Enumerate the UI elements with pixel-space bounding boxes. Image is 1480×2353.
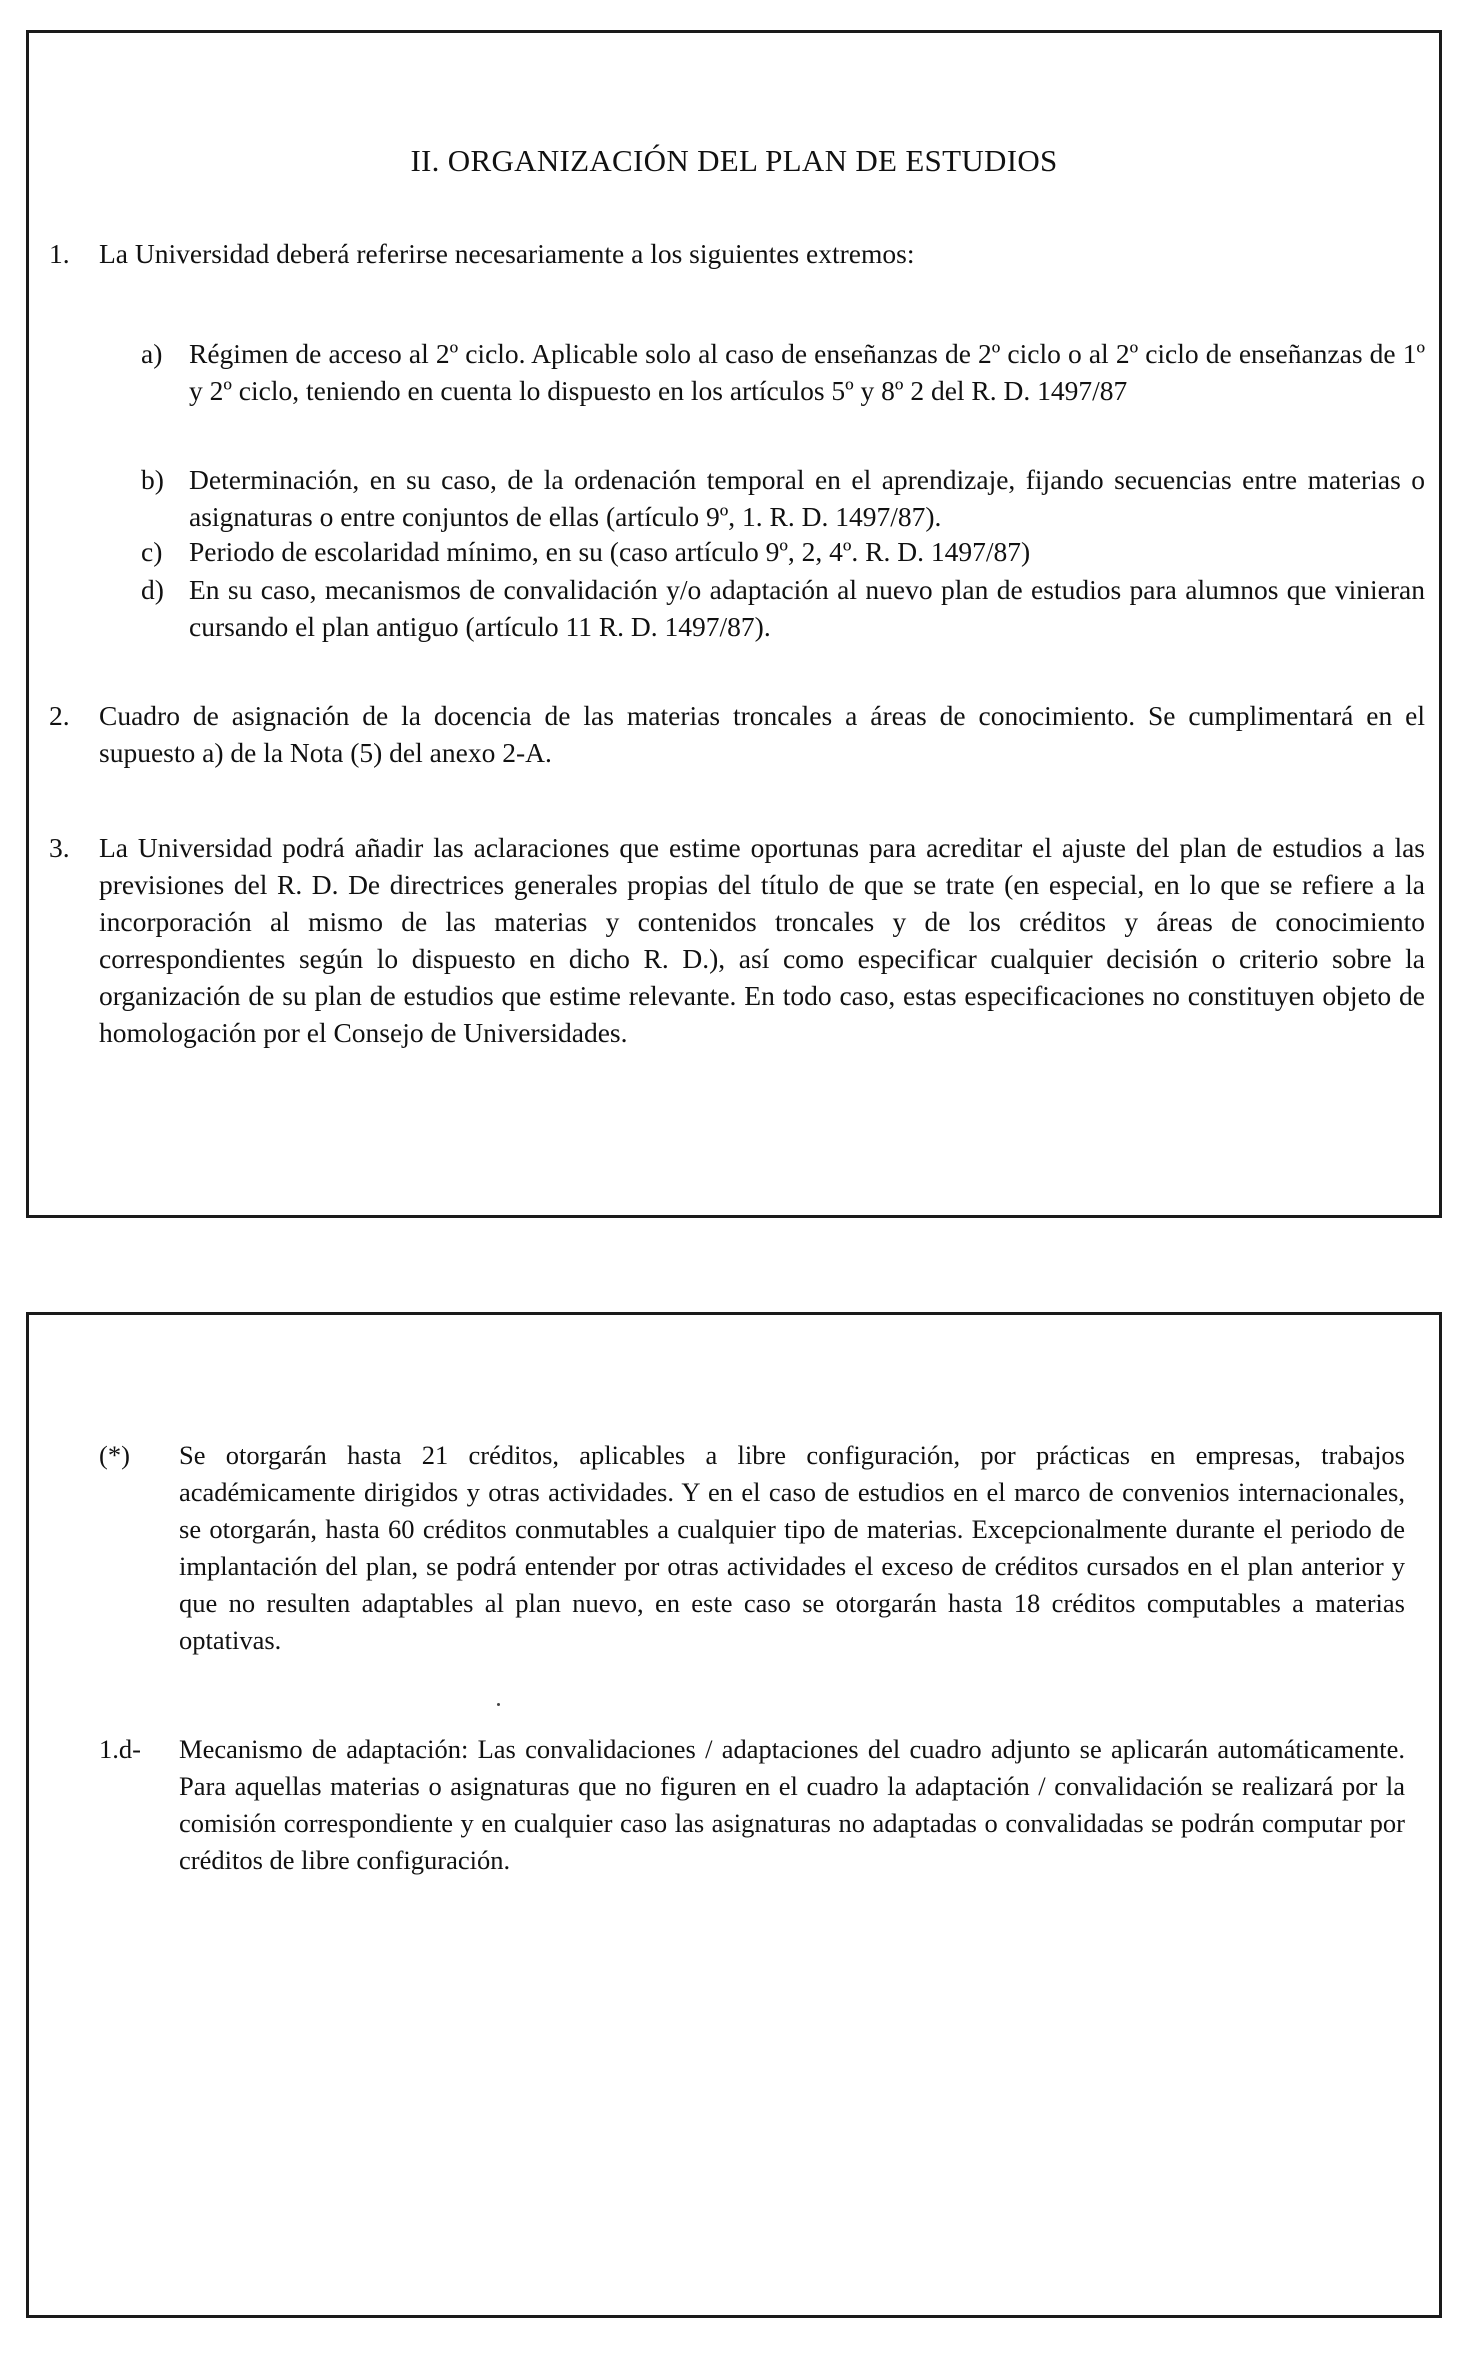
subitem-d-text: En su caso, mecanismos de convalidación y/o adaptación al nuevo plan de estudios para alumnos que vinieran cursando el plan antiguo (artículo 11 R. D. 1497/87). (189, 574, 1425, 642)
subitem-letter: b) (141, 464, 164, 495)
note-credits-text: Se otorgarán hasta 21 créditos, aplicables a libre configuración, por prácticas en empresas, trabajos académicamente dirigidos y otras actividades. Y en el caso de estudios en el marco de convenios internacionales, se otorgarán, hasta 60 créditos conmutables a cualquier tipo de materias. Excepcionalmente durante el periodo de implantación del plan, se podrá entender por otras actividades el exceso de créditos cursados en el plan anterior y que no resulten adaptables al plan nuevo, en este caso se otorgarán hasta 18 créditos computables a materias optativas. (179, 1440, 1405, 1655)
subitem-c-text: Periodo de escolaridad mínimo, en su (caso artículo 9º, 2, 4º. R. D. 1497/87) (189, 536, 1031, 567)
item-number: 1. (49, 238, 70, 269)
notes-box (26, 1312, 1442, 2318)
stray-mark (497, 1703, 500, 1706)
subitem-letter: a) (141, 338, 163, 369)
subitem-letter: c) (141, 536, 163, 567)
subitem-a-text: Régimen de acceso al 2º ciclo. Aplicable solo al caso de enseñanzas de 2º ciclo o al 2º ciclo de enseñanzas de 1º y 2º ciclo, teniendo en cuenta lo dispuesto en los artículos 5º y 8º 2 del R. D. 1497/87 (189, 338, 1425, 406)
subitem-letter: d) (141, 574, 164, 605)
note-label: 1.d- (99, 1734, 141, 1764)
item-number: 2. (49, 700, 70, 731)
section-title: II. ORGANIZACIÓN DEL PLAN DE ESTUDIOS (410, 143, 1058, 178)
subitem-b-text: Determinación, en su caso, de la ordenación temporal en el aprendizaje, fijando secuencias entre materias o asignaturas o entre conjuntos de ellas (artículo 9º, 1. R. D. 1497/87). (189, 464, 1425, 532)
organization-section-box (26, 30, 1442, 1218)
note-adaptation-text: Mecanismo de adaptación: Las convalidaciones / adaptaciones del cuadro adjunto se aplicarán automáticamente. Para aquellas materias o asignaturas que no figuren en el cuadro la adaptación / convalidación se realizará por la comisión correspondiente y en cualquier caso las asignaturas no adaptadas o convalidadas se podrán computar por créditos de libre configuración. (179, 1734, 1405, 1875)
item-1-text: La Universidad deberá referirse necesariamente a los siguientes extremos: (99, 238, 915, 269)
note-label: (*) (99, 1440, 130, 1470)
item-number: 3. (49, 832, 70, 863)
item-3-text: La Universidad podrá añadir las aclaraciones que estime oportunas para acreditar el ajuste del plan de estudios a las previsiones del R. D. De directrices generales propias del título de que se trate (en especial, en lo que se refiere a la incorporación al mismo de las materias y contenidos troncales y de los créditos y áreas de conocimiento correspondientes según lo dispuesto en dicho R. D.), así como especificar cualquier decisión o criterio sobre la organización de su plan de estudios que estime relevante. En todo caso, estas especificaciones no constituyen objeto de homologación por el Consejo de Universidades. (99, 832, 1425, 1048)
item-2-text: Cuadro de asignación de la docencia de las materias troncales a áreas de conocimiento. Se cumplimentará en el supuesto a) de la Nota (5) del anexo 2-A. (99, 700, 1425, 768)
